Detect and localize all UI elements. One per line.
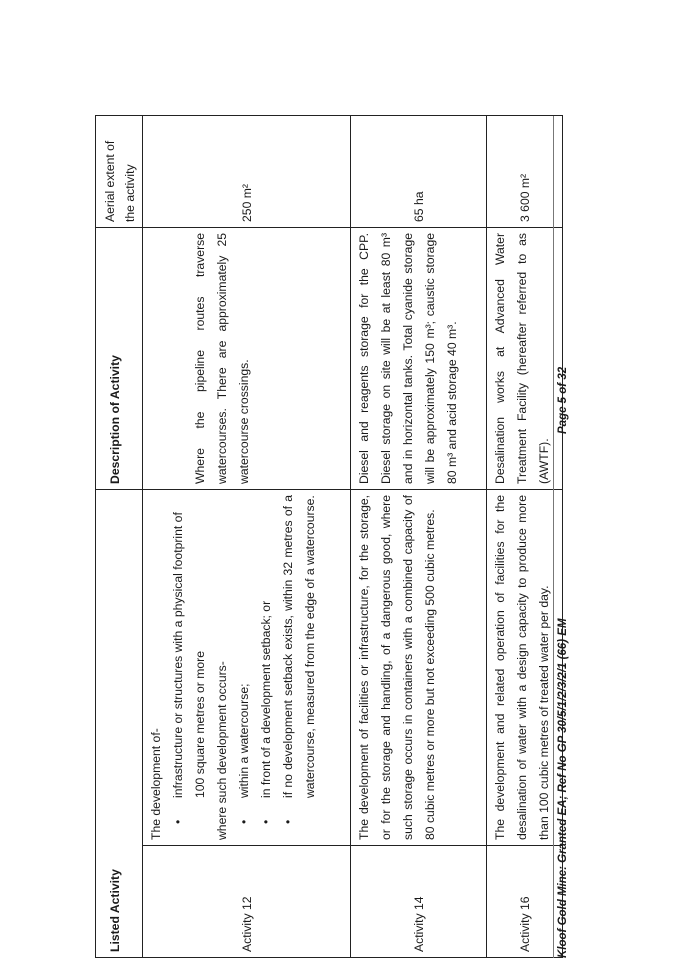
bullet-list (233, 495, 321, 840)
page-footer (553, 116, 569, 958)
bullet-list (167, 495, 211, 840)
table-row (143, 115, 351, 957)
listed-intro: The development of- (149, 728, 163, 840)
aerial-extent: 3 600 m² (487, 115, 563, 227)
activity-name: Activity 16 (487, 846, 563, 958)
listed-activity-text (143, 489, 351, 845)
description-text: Where the pipeline routes traverse watercourses. There are approximately 25 watercourse crossings. (193, 232, 251, 484)
table-row (487, 115, 563, 957)
page-number: Page 5 of 32 (557, 366, 569, 434)
activity-name: Activity 12 (143, 846, 351, 958)
activity-description: Desalination works at Advanced Water Treatment Facility (hereafter referred to as (AWTF). (487, 227, 563, 489)
rotated-page (95, 116, 569, 958)
listed-mid: where such development occurs- (215, 661, 229, 840)
list-item: • if no development setback exists, within 32 metres of a watercourse, measured from the edge of a watercourse. (277, 495, 321, 810)
table-row (351, 115, 487, 957)
table-header-row (96, 115, 143, 957)
listed-activity-text: The development and related operation of facilities for the desalination of water with a design capacity to produce more than 100 cubic metres of treated water per day. (487, 489, 563, 845)
list-item: • within a watercourse; (233, 495, 255, 810)
aerial-extent: 250 m² (143, 115, 351, 227)
aerial-extent: 65 ha (351, 115, 487, 227)
list-item: • in front of a development setback; or (255, 495, 277, 810)
activity-description (143, 227, 351, 489)
list-item: • infrastructure or structures with a physical footprint of 100 square metres or more (167, 495, 211, 810)
listed-activity-text: The development of facilities or infrastructure, for the storage, or for the storage and handling, of a dangerous good, where such storage occurs in containers with a combined capacity of 80 cubic metres or more but not exceeding 500 cubic metres. (351, 489, 487, 845)
footer-reference: Kloof Gold Mine: Granted EA; Ref No GP 30/5/1/2/3/2/1 (66) EM (557, 618, 569, 958)
activity-name: Activity 14 (351, 846, 487, 958)
header-listed-activity: Listed Activity (96, 489, 143, 957)
listed-activities-table (95, 115, 563, 958)
header-aerial-extent: Aerial extent of the activity (96, 115, 143, 227)
header-description: Description of Activity (96, 227, 143, 489)
activity-description: Diesel and reagents storage for the CPP. Diesel storage on site will be at least 80 m³ and in horizontal tanks. Total cyanide storage will be approximately 150 m³; caustic storage 80 m³ and acid storage 40 m³. (351, 227, 487, 489)
